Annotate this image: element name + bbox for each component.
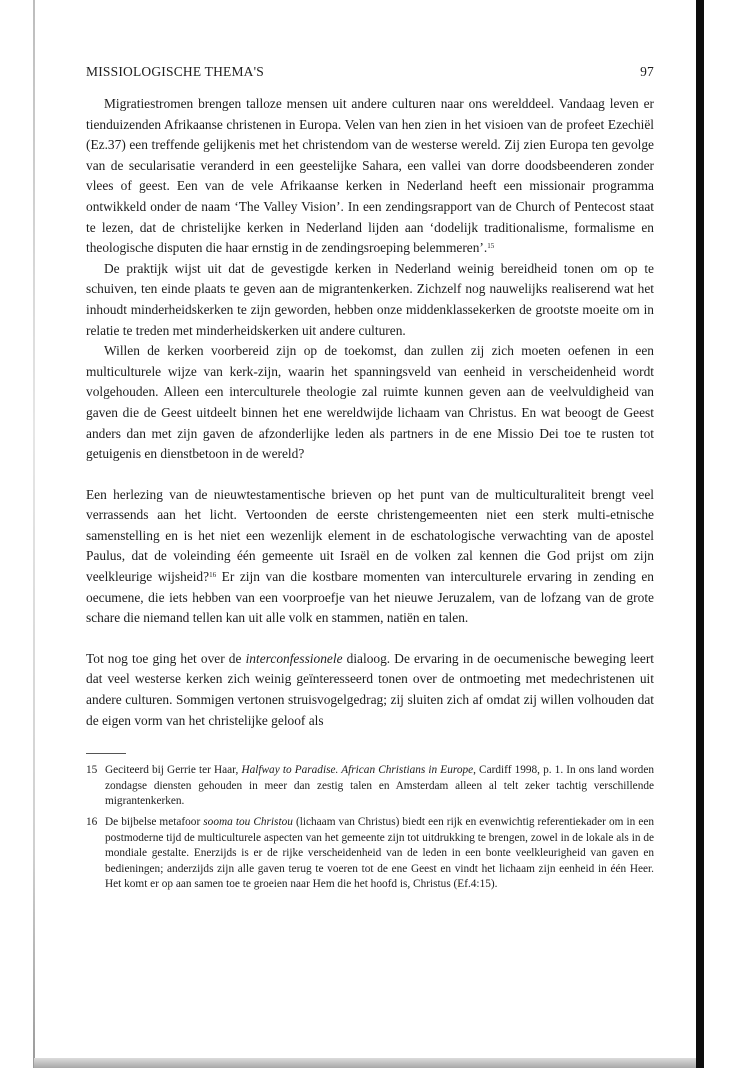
footnote-text: De bijbelse metafoor sooma tou Christou (lichaam van Christus) biedt een rijk en evenwichtig referentiekader om in een postmoderne tijd de multiculturele aspecten van het gemeente zijn tot uitdrukking te brengen, zowel in de lokale als in de mondiale gestalte. Enerzijds is er de rijke verscheidenheid van de leden in een bonte veelkleurigheid van gaven en bedieningen; anderzijds zijn alle gaven terug te voeren tot de ene Geest en vindt het lichaam zijn eenheid in één Heer. Het komt er op aan samen toe te groeien naar Hem die het hoofd is, Christus (Ef.4:15). xyxy=(105,816,654,891)
paragraph-2: De praktijk wijst uit dat de gevestigde kerken in Nederland weinig bereidheid tonen om op te schuiven, ten einde plaats te geven aan de migrantenkerken. Zichzelf nog nauwelijks realiserend wat het inhoudt minderheidskerken te zijn geworden, hebben onze middenklassekerken de grootste moeite om in relatie te treden met minderheidskerken uit andere culturen. xyxy=(86,260,654,338)
footnote-16 xyxy=(86,815,654,893)
page-edge-left xyxy=(33,0,35,1068)
footnote-ref-15[interactable]: 15 xyxy=(487,242,495,251)
paragraph-5: Tot nog toe ging het over de interconfessionele dialoog. De ervaring in de oecumenische beweging leert dat veel westerse kerken zich weinig geïnteresseerd tonen over de ontmoeting met medechristenen uit andere culturen. Sommigen vertonen struisvogelgedrag; zij sluiten zich af omdat zij willen volhouden dat de eigen vorm van het christelijke geloof als xyxy=(86,650,654,728)
paragraph-3: Willen de kerken voorbereid zijn op de toekomst, dan zullen zij zich moeten oefenen in een multiculturele wijze van kerk-zijn, waarin het spanningsveld van eenheid in verscheidenheid wordt volgehouden. Alleen een interculturele theologie zal ruimte kunnen geven aan de veelvuldigheid van gaven die de Geest uitdeelt binnen het ene wereldwijde lichaam van Christus. En wat beoogt de Geest anders dan met zijn gaven de afzonderlijke leden als partners in de ene Missio Dei toe te rusten tot getuigenis en dienstbetoon in de wereld? xyxy=(86,343,654,462)
emphasis-term: interconfessionele xyxy=(245,650,343,666)
footnote-number: 15 xyxy=(86,764,98,777)
page-number: 97 xyxy=(640,64,654,79)
running-title: MISSIOLOGISCHE THEMA'S xyxy=(86,64,264,79)
footnote-number: 16 xyxy=(86,816,98,828)
footnote-ref-16[interactable]: 16 xyxy=(209,571,217,580)
footnote-text: Geciteerd bij Gerrie ter Haar, Halfway to Paradise. African Christians in Europe, Cardiff 1998, p. 1. In ons land worden zondagse diensten gehouden in meer dan zestig talen en Amsterdam alleen al telt zeker tachtig verschillende migrantenkerken. xyxy=(105,764,654,808)
page-content xyxy=(86,64,654,898)
page-edge-bottom xyxy=(34,1058,696,1068)
running-header xyxy=(86,64,654,80)
page-edge-right xyxy=(696,0,704,1068)
paragraph-1: Migratiestromen brengen talloze mensen uit andere culturen naar ons werelddeel. Vandaag leven er tienduizenden Afrikaanse christenen in Europa. Velen van hen zien in het visioen van de profeet Ezechiël (Ez.37) een treffende gelijkenis met het christendom van de westerse wereld. Zij zien Europa ten gevolge van de secularisatie veranderd in een geestelijke Sahara, een vallei van dorre doodsbeenderen zonder vlees of geest. Een van de vele Afrikaanse kerken in Nederland heeft een missionair programma ontwikkeld onder de naam ‘The Valley Vision’. In een zendingsrapport van de Church of Pentecost staat te lezen, dat de christelijke kerken in Nederland lijden aan ‘dodelijk traditionalisme, formalisme en theologische disputen die haar ernstig in de zendingsroeping belemmeren’.$^{15}$ xyxy=(86,96,654,256)
paragraph-4: Een herlezing van de nieuwtestamentische brieven op het punt van de multiculturaliteit brengt veel verrassends aan het licht. Vertoonden de eerste christengemeenten niet een sterk multi-etnische samenstelling en is het niet een wezenlijk element in de eschatologische verwachting van de apostel Paulus, dat de voleinding één gemeente uit Israël en de volken zal kennen die God prijst om zijn veelkleurige wijsheid?$^{16}$ Er zijn van die kostbare momenten van interculturele ervaring in zending en oecumene, die iets hebben van een voorproefje van het nieuwe Jeruzalem, van de lofzang van de grote schare die niemand tellen kan uit alle volk en stammen, natiën en talen. xyxy=(86,486,654,626)
footnote-rule xyxy=(86,753,126,754)
footnote-15 xyxy=(86,763,654,810)
